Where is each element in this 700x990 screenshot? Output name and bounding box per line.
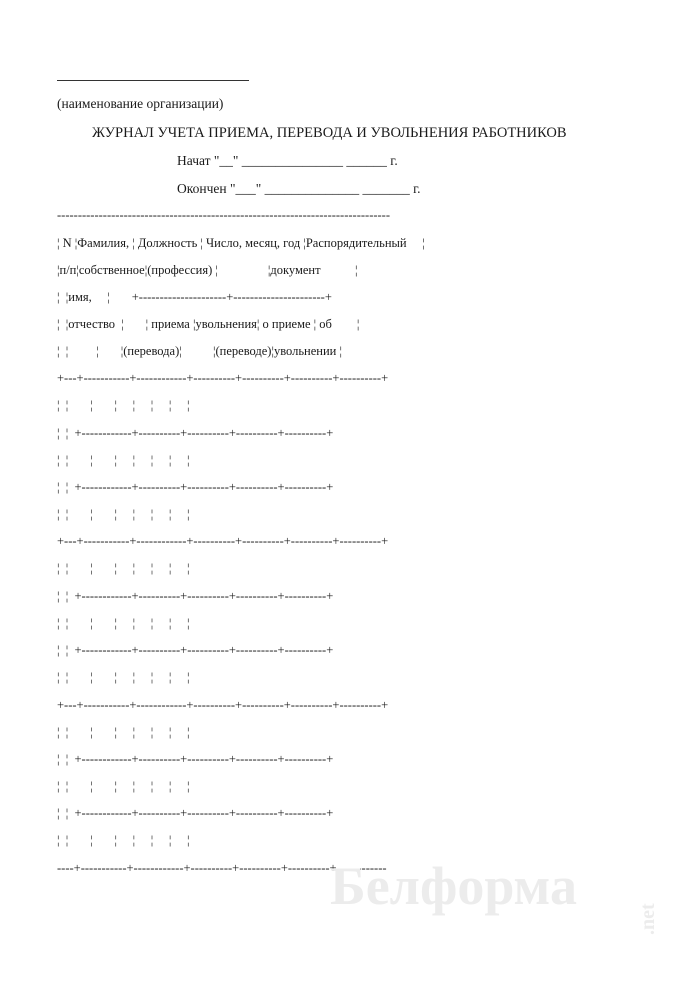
organization-name-underline bbox=[57, 80, 249, 81]
sub-separator: ¦ ¦ +------------+----------+----------+----------+----------+ bbox=[57, 752, 334, 766]
sub-separator: ¦ ¦ +------------+----------+----------+----------+----------+ bbox=[57, 426, 334, 440]
empty-row: ¦ ¦ ¦ ¦ ¦ ¦ ¦ ¦ bbox=[57, 833, 190, 847]
empty-row: ¦ ¦ ¦ ¦ ¦ ¦ ¦ ¦ bbox=[57, 725, 190, 739]
started-date-line: Начат "__" _______________ ______ г. bbox=[177, 153, 398, 168]
empty-row: ¦ ¦ ¦ ¦ ¦ ¦ ¦ ¦ bbox=[57, 507, 190, 521]
row-separator: +---+-----------+------------+----------+----------+----------+----------+ bbox=[57, 534, 389, 548]
watermark-logo: Белформа bbox=[330, 856, 577, 916]
sub-separator: ¦ ¦ +------------+----------+----------+----------+----------+ bbox=[57, 589, 334, 603]
empty-row: ¦ ¦ ¦ ¦ ¦ ¦ ¦ ¦ bbox=[57, 779, 190, 793]
empty-row: ¦ ¦ ¦ ¦ ¦ ¦ ¦ ¦ bbox=[57, 616, 190, 630]
table-bottom-rule: ----+-----------+------------+----------+----------+----------+------------ bbox=[57, 861, 387, 875]
table-header-line: ¦п/п¦собственное¦(профессия) ¦ ¦документ ¦ bbox=[57, 263, 358, 277]
table-header-line: ¦ ¦имя, ¦ +---------------------+----------------------+ bbox=[57, 290, 332, 304]
empty-row: ¦ ¦ ¦ ¦ ¦ ¦ ¦ ¦ bbox=[57, 670, 190, 684]
table-top-rule: -------------------------------------------------------------------------------- bbox=[57, 208, 391, 222]
journal-title: ЖУРНАЛ УЧЕТА ПРИЕМА, ПЕРЕВОДА И УВОЛЬНЕНИЯ РАБОТНИКОВ bbox=[92, 125, 567, 141]
empty-row: ¦ ¦ ¦ ¦ ¦ ¦ ¦ ¦ bbox=[57, 561, 190, 575]
table-header-line: ¦ ¦отчество ¦ ¦ приема ¦увольнения¦ о приеме ¦ об ¦ bbox=[57, 317, 360, 331]
table-header-line: ¦ ¦ ¦ ¦(перевода)¦ ¦(переводе)¦увольнении ¦ bbox=[57, 344, 342, 358]
table-header-line: ¦ N ¦Фамилия, ¦ Должность ¦ Число, месяц, год ¦Распорядительный ¦ bbox=[57, 236, 425, 250]
watermark-suffix: .net bbox=[637, 903, 659, 935]
organization-caption: (наименование организации) bbox=[57, 96, 224, 111]
finished-date-line: Окончен "___" ______________ _______ г. bbox=[177, 181, 421, 196]
empty-row: ¦ ¦ ¦ ¦ ¦ ¦ ¦ ¦ bbox=[57, 453, 190, 467]
sub-separator: ¦ ¦ +------------+----------+----------+----------+----------+ bbox=[57, 480, 334, 494]
sub-separator: ¦ ¦ +------------+----------+----------+----------+----------+ bbox=[57, 643, 334, 657]
empty-row: ¦ ¦ ¦ ¦ ¦ ¦ ¦ ¦ bbox=[57, 398, 190, 412]
row-separator: +---+-----------+------------+----------+----------+----------+----------+ bbox=[57, 371, 389, 385]
row-separator: +---+-----------+------------+----------+----------+----------+----------+ bbox=[57, 698, 389, 712]
sub-separator: ¦ ¦ +------------+----------+----------+----------+----------+ bbox=[57, 806, 334, 820]
